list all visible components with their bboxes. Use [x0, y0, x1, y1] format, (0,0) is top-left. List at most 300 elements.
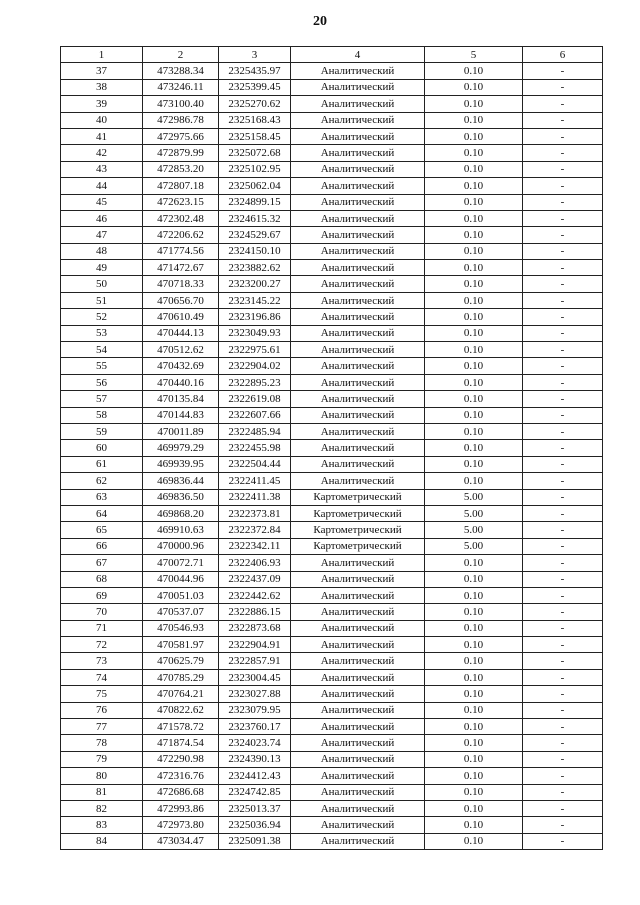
y-coordinate-cell: 2325091.38: [219, 833, 291, 849]
accuracy-cell: 0.10: [425, 784, 523, 800]
accuracy-cell: 0.10: [425, 571, 523, 587]
point-number-cell: 67: [61, 555, 143, 571]
method-cell: Аналитический: [291, 63, 425, 79]
table-row: [61, 522, 603, 538]
accuracy-cell: 0.10: [425, 292, 523, 308]
x-coordinate-cell: 472316.76: [143, 768, 219, 784]
point-number-cell: 55: [61, 358, 143, 374]
x-coordinate-cell: 472993.86: [143, 800, 219, 816]
table-row: [61, 391, 603, 407]
table-row: [61, 194, 603, 210]
table-row: [61, 309, 603, 325]
y-coordinate-cell: 2325062.04: [219, 178, 291, 194]
y-coordinate-cell: 2325270.62: [219, 96, 291, 112]
method-cell: Аналитический: [291, 751, 425, 767]
point-number-cell: 50: [61, 276, 143, 292]
x-coordinate-cell: 469939.95: [143, 456, 219, 472]
table-row: [61, 784, 603, 800]
method-cell: Аналитический: [291, 456, 425, 472]
x-coordinate-cell: 470135.84: [143, 391, 219, 407]
point-number-cell: 49: [61, 260, 143, 276]
point-number-cell: 81: [61, 784, 143, 800]
note-cell: -: [523, 702, 603, 718]
y-coordinate-cell: 2325072.68: [219, 145, 291, 161]
accuracy-cell: 0.10: [425, 702, 523, 718]
table-row: [61, 571, 603, 587]
note-cell: -: [523, 735, 603, 751]
method-cell: Аналитический: [291, 309, 425, 325]
method-cell: Аналитический: [291, 96, 425, 112]
point-number-cell: 38: [61, 79, 143, 95]
accuracy-cell: 0.10: [425, 128, 523, 144]
method-cell: Аналитический: [291, 128, 425, 144]
x-coordinate-cell: 469836.50: [143, 489, 219, 505]
method-cell: Аналитический: [291, 374, 425, 390]
y-coordinate-cell: 2325399.45: [219, 79, 291, 95]
note-cell: -: [523, 637, 603, 653]
x-coordinate-cell: 473288.34: [143, 63, 219, 79]
method-cell: Картометрический: [291, 505, 425, 521]
y-coordinate-cell: 2322342.11: [219, 538, 291, 554]
y-coordinate-cell: 2322904.91: [219, 637, 291, 653]
method-cell: Аналитический: [291, 833, 425, 849]
accuracy-cell: 5.00: [425, 505, 523, 521]
x-coordinate-cell: 473100.40: [143, 96, 219, 112]
x-coordinate-cell: 472302.48: [143, 210, 219, 226]
table-row: [61, 161, 603, 177]
table-body: [61, 63, 603, 850]
point-number-cell: 56: [61, 374, 143, 390]
accuracy-cell: 0.10: [425, 79, 523, 95]
table-row: [61, 800, 603, 816]
point-number-cell: 48: [61, 243, 143, 259]
table-row: [61, 423, 603, 439]
x-coordinate-cell: 470610.49: [143, 309, 219, 325]
y-coordinate-cell: 2323079.95: [219, 702, 291, 718]
note-cell: -: [523, 407, 603, 423]
y-coordinate-cell: 2322873.68: [219, 620, 291, 636]
x-coordinate-cell: 471578.72: [143, 719, 219, 735]
x-coordinate-cell: 470764.21: [143, 686, 219, 702]
note-cell: -: [523, 456, 603, 472]
coordinates-table: [60, 46, 603, 850]
method-cell: Аналитический: [291, 178, 425, 194]
x-coordinate-cell: 469910.63: [143, 522, 219, 538]
y-coordinate-cell: 2322411.38: [219, 489, 291, 505]
accuracy-cell: 0.10: [425, 751, 523, 767]
accuracy-cell: 0.10: [425, 161, 523, 177]
table-row: [61, 768, 603, 784]
table-row: [61, 292, 603, 308]
accuracy-cell: 0.10: [425, 719, 523, 735]
method-cell: Аналитический: [291, 161, 425, 177]
accuracy-cell: 0.10: [425, 260, 523, 276]
y-coordinate-cell: 2323027.88: [219, 686, 291, 702]
method-cell: Аналитический: [291, 243, 425, 259]
table-row: [61, 243, 603, 259]
accuracy-cell: 0.10: [425, 653, 523, 669]
note-cell: -: [523, 391, 603, 407]
accuracy-cell: 0.10: [425, 63, 523, 79]
note-cell: -: [523, 555, 603, 571]
note-cell: -: [523, 522, 603, 538]
point-number-cell: 65: [61, 522, 143, 538]
x-coordinate-cell: 471774.56: [143, 243, 219, 259]
method-cell: Картометрический: [291, 522, 425, 538]
y-coordinate-cell: 2324742.85: [219, 784, 291, 800]
note-cell: -: [523, 817, 603, 833]
accuracy-cell: 0.10: [425, 112, 523, 128]
method-cell: Аналитический: [291, 325, 425, 341]
x-coordinate-cell: 469979.29: [143, 440, 219, 456]
point-number-cell: 59: [61, 423, 143, 439]
point-number-cell: 43: [61, 161, 143, 177]
y-coordinate-cell: 2322373.81: [219, 505, 291, 521]
note-cell: -: [523, 653, 603, 669]
note-cell: -: [523, 538, 603, 554]
point-number-cell: 61: [61, 456, 143, 472]
note-cell: -: [523, 178, 603, 194]
accuracy-cell: 5.00: [425, 522, 523, 538]
point-number-cell: 40: [61, 112, 143, 128]
accuracy-cell: 0.10: [425, 194, 523, 210]
point-number-cell: 72: [61, 637, 143, 653]
y-coordinate-cell: 2322485.94: [219, 423, 291, 439]
table-row: [61, 702, 603, 718]
y-coordinate-cell: 2323196.86: [219, 309, 291, 325]
accuracy-cell: 0.10: [425, 669, 523, 685]
table-row: [61, 96, 603, 112]
note-cell: -: [523, 161, 603, 177]
note-cell: -: [523, 145, 603, 161]
accuracy-cell: 0.10: [425, 210, 523, 226]
point-number-cell: 53: [61, 325, 143, 341]
point-number-cell: 57: [61, 391, 143, 407]
y-coordinate-cell: 2323200.27: [219, 276, 291, 292]
x-coordinate-cell: 472973.80: [143, 817, 219, 833]
accuracy-cell: 0.10: [425, 145, 523, 161]
method-cell: Аналитический: [291, 768, 425, 784]
method-cell: Аналитический: [291, 423, 425, 439]
table-row: [61, 669, 603, 685]
x-coordinate-cell: 472807.18: [143, 178, 219, 194]
point-number-cell: 39: [61, 96, 143, 112]
method-cell: Аналитический: [291, 669, 425, 685]
y-coordinate-cell: 2322904.02: [219, 358, 291, 374]
note-cell: -: [523, 800, 603, 816]
y-coordinate-cell: 2324390.13: [219, 751, 291, 767]
accuracy-cell: 0.10: [425, 555, 523, 571]
table-row: [61, 276, 603, 292]
point-number-cell: 84: [61, 833, 143, 849]
y-coordinate-cell: 2322437.09: [219, 571, 291, 587]
note-cell: -: [523, 440, 603, 456]
accuracy-cell: 0.10: [425, 309, 523, 325]
note-cell: -: [523, 243, 603, 259]
x-coordinate-cell: 471472.67: [143, 260, 219, 276]
x-coordinate-cell: 470512.62: [143, 342, 219, 358]
table-row: [61, 587, 603, 603]
x-coordinate-cell: 470822.62: [143, 702, 219, 718]
note-cell: -: [523, 604, 603, 620]
x-coordinate-cell: 470625.79: [143, 653, 219, 669]
accuracy-cell: 0.10: [425, 800, 523, 816]
accuracy-cell: 0.10: [425, 620, 523, 636]
x-coordinate-cell: 470537.07: [143, 604, 219, 620]
table-row: [61, 538, 603, 554]
point-number-cell: 52: [61, 309, 143, 325]
accuracy-cell: 0.10: [425, 407, 523, 423]
point-number-cell: 51: [61, 292, 143, 308]
accuracy-cell: 0.10: [425, 391, 523, 407]
y-coordinate-cell: 2324023.74: [219, 735, 291, 751]
note-cell: -: [523, 227, 603, 243]
note-cell: -: [523, 260, 603, 276]
y-coordinate-cell: 2323049.93: [219, 325, 291, 341]
table-row: [61, 260, 603, 276]
method-cell: Аналитический: [291, 227, 425, 243]
method-cell: Аналитический: [291, 817, 425, 833]
page-number: 20: [313, 14, 327, 29]
note-cell: -: [523, 686, 603, 702]
method-cell: Аналитический: [291, 292, 425, 308]
y-coordinate-cell: 2325036.94: [219, 817, 291, 833]
note-cell: -: [523, 473, 603, 489]
y-coordinate-cell: 2323882.62: [219, 260, 291, 276]
x-coordinate-cell: 470144.83: [143, 407, 219, 423]
note-cell: -: [523, 719, 603, 735]
note-cell: -: [523, 833, 603, 849]
note-cell: -: [523, 292, 603, 308]
point-number-cell: 71: [61, 620, 143, 636]
accuracy-cell: 0.10: [425, 440, 523, 456]
method-cell: Аналитический: [291, 686, 425, 702]
point-number-cell: 46: [61, 210, 143, 226]
y-coordinate-cell: 2324899.15: [219, 194, 291, 210]
accuracy-cell: 0.10: [425, 178, 523, 194]
y-coordinate-cell: 2325435.97: [219, 63, 291, 79]
note-cell: -: [523, 112, 603, 128]
table-row: [61, 440, 603, 456]
point-number-cell: 78: [61, 735, 143, 751]
table-row: [61, 489, 603, 505]
point-number-cell: 62: [61, 473, 143, 489]
point-number-cell: 73: [61, 653, 143, 669]
table-row: [61, 833, 603, 849]
accuracy-cell: 0.10: [425, 473, 523, 489]
table-row: [61, 145, 603, 161]
y-coordinate-cell: 2322406.93: [219, 555, 291, 571]
note-cell: -: [523, 571, 603, 587]
table-row: [61, 735, 603, 751]
x-coordinate-cell: 470051.03: [143, 587, 219, 603]
x-coordinate-cell: 470011.89: [143, 423, 219, 439]
x-coordinate-cell: 472853.20: [143, 161, 219, 177]
method-cell: Аналитический: [291, 719, 425, 735]
point-number-cell: 54: [61, 342, 143, 358]
method-cell: Аналитический: [291, 653, 425, 669]
point-number-cell: 80: [61, 768, 143, 784]
point-number-cell: 77: [61, 719, 143, 735]
point-number-cell: 79: [61, 751, 143, 767]
accuracy-cell: 0.10: [425, 423, 523, 439]
table-row: [61, 79, 603, 95]
point-number-cell: 66: [61, 538, 143, 554]
x-coordinate-cell: 473246.11: [143, 79, 219, 95]
method-cell: Аналитический: [291, 784, 425, 800]
point-number-cell: 45: [61, 194, 143, 210]
y-coordinate-cell: 2325168.43: [219, 112, 291, 128]
table-row: [61, 210, 603, 226]
table-row: [61, 128, 603, 144]
point-number-cell: 76: [61, 702, 143, 718]
table-row: [61, 620, 603, 636]
accuracy-cell: 0.10: [425, 325, 523, 341]
note-cell: -: [523, 342, 603, 358]
table-row: [61, 653, 603, 669]
note-cell: -: [523, 276, 603, 292]
note-cell: -: [523, 669, 603, 685]
note-cell: -: [523, 210, 603, 226]
point-number-cell: 69: [61, 587, 143, 603]
method-cell: Аналитический: [291, 604, 425, 620]
accuracy-cell: 0.10: [425, 833, 523, 849]
accuracy-cell: 5.00: [425, 538, 523, 554]
note-cell: -: [523, 96, 603, 112]
column-header: 5: [425, 47, 523, 63]
table-row: [61, 456, 603, 472]
accuracy-cell: 0.10: [425, 768, 523, 784]
x-coordinate-cell: 470581.97: [143, 637, 219, 653]
table-row: [61, 555, 603, 571]
accuracy-cell: 0.10: [425, 817, 523, 833]
method-cell: Аналитический: [291, 571, 425, 587]
y-coordinate-cell: 2324412.43: [219, 768, 291, 784]
table-row: [61, 227, 603, 243]
note-cell: -: [523, 587, 603, 603]
x-coordinate-cell: 469836.44: [143, 473, 219, 489]
method-cell: Аналитический: [291, 555, 425, 571]
note-cell: -: [523, 423, 603, 439]
y-coordinate-cell: 2325102.95: [219, 161, 291, 177]
method-cell: Аналитический: [291, 702, 425, 718]
point-number-cell: 41: [61, 128, 143, 144]
column-header: 2: [143, 47, 219, 63]
x-coordinate-cell: 472686.68: [143, 784, 219, 800]
accuracy-cell: 0.10: [425, 227, 523, 243]
x-coordinate-cell: 470656.70: [143, 292, 219, 308]
x-coordinate-cell: 472290.98: [143, 751, 219, 767]
method-cell: Аналитический: [291, 194, 425, 210]
point-number-cell: 42: [61, 145, 143, 161]
table-row: [61, 719, 603, 735]
accuracy-cell: 0.10: [425, 276, 523, 292]
x-coordinate-cell: 470546.93: [143, 620, 219, 636]
accuracy-cell: 0.10: [425, 456, 523, 472]
note-cell: -: [523, 751, 603, 767]
method-cell: Аналитический: [291, 342, 425, 358]
table-row: [61, 505, 603, 521]
x-coordinate-cell: 470444.13: [143, 325, 219, 341]
note-cell: -: [523, 128, 603, 144]
point-number-cell: 63: [61, 489, 143, 505]
point-number-cell: 44: [61, 178, 143, 194]
y-coordinate-cell: 2322619.08: [219, 391, 291, 407]
method-cell: Картометрический: [291, 538, 425, 554]
note-cell: -: [523, 194, 603, 210]
x-coordinate-cell: 470440.16: [143, 374, 219, 390]
x-coordinate-cell: 471874.54: [143, 735, 219, 751]
accuracy-cell: 0.10: [425, 735, 523, 751]
accuracy-cell: 0.10: [425, 96, 523, 112]
table-row: [61, 358, 603, 374]
method-cell: Аналитический: [291, 358, 425, 374]
method-cell: Аналитический: [291, 112, 425, 128]
table-header-row: [61, 47, 603, 63]
accuracy-cell: 0.10: [425, 342, 523, 358]
y-coordinate-cell: 2322975.61: [219, 342, 291, 358]
y-coordinate-cell: 2322857.91: [219, 653, 291, 669]
accuracy-cell: 0.10: [425, 243, 523, 259]
y-coordinate-cell: 2324150.10: [219, 243, 291, 259]
table-row: [61, 374, 603, 390]
method-cell: Аналитический: [291, 407, 425, 423]
x-coordinate-cell: 469868.20: [143, 505, 219, 521]
y-coordinate-cell: 2322455.98: [219, 440, 291, 456]
table-row: [61, 604, 603, 620]
table-row: [61, 63, 603, 79]
note-cell: -: [523, 620, 603, 636]
note-cell: -: [523, 374, 603, 390]
note-cell: -: [523, 325, 603, 341]
point-number-cell: 82: [61, 800, 143, 816]
accuracy-cell: 0.10: [425, 374, 523, 390]
point-number-cell: 70: [61, 604, 143, 620]
column-header: 1: [61, 47, 143, 63]
method-cell: Аналитический: [291, 79, 425, 95]
method-cell: Аналитический: [291, 473, 425, 489]
x-coordinate-cell: 473034.47: [143, 833, 219, 849]
accuracy-cell: 5.00: [425, 489, 523, 505]
y-coordinate-cell: 2322607.66: [219, 407, 291, 423]
note-cell: -: [523, 79, 603, 95]
method-cell: Аналитический: [291, 587, 425, 603]
method-cell: Аналитический: [291, 145, 425, 161]
method-cell: Картометрический: [291, 489, 425, 505]
table-row: [61, 473, 603, 489]
x-coordinate-cell: 472623.15: [143, 194, 219, 210]
note-cell: -: [523, 784, 603, 800]
note-cell: -: [523, 358, 603, 374]
y-coordinate-cell: 2322411.45: [219, 473, 291, 489]
column-header: 3: [219, 47, 291, 63]
table-row: [61, 751, 603, 767]
table-row: [61, 817, 603, 833]
y-coordinate-cell: 2324615.32: [219, 210, 291, 226]
x-coordinate-cell: 470044.96: [143, 571, 219, 587]
table-row: [61, 686, 603, 702]
note-cell: -: [523, 63, 603, 79]
point-number-cell: 68: [61, 571, 143, 587]
y-coordinate-cell: 2322895.23: [219, 374, 291, 390]
point-number-cell: 83: [61, 817, 143, 833]
table-row: [61, 637, 603, 653]
accuracy-cell: 0.10: [425, 587, 523, 603]
note-cell: -: [523, 768, 603, 784]
method-cell: Аналитический: [291, 637, 425, 653]
accuracy-cell: 0.10: [425, 686, 523, 702]
method-cell: Аналитический: [291, 620, 425, 636]
